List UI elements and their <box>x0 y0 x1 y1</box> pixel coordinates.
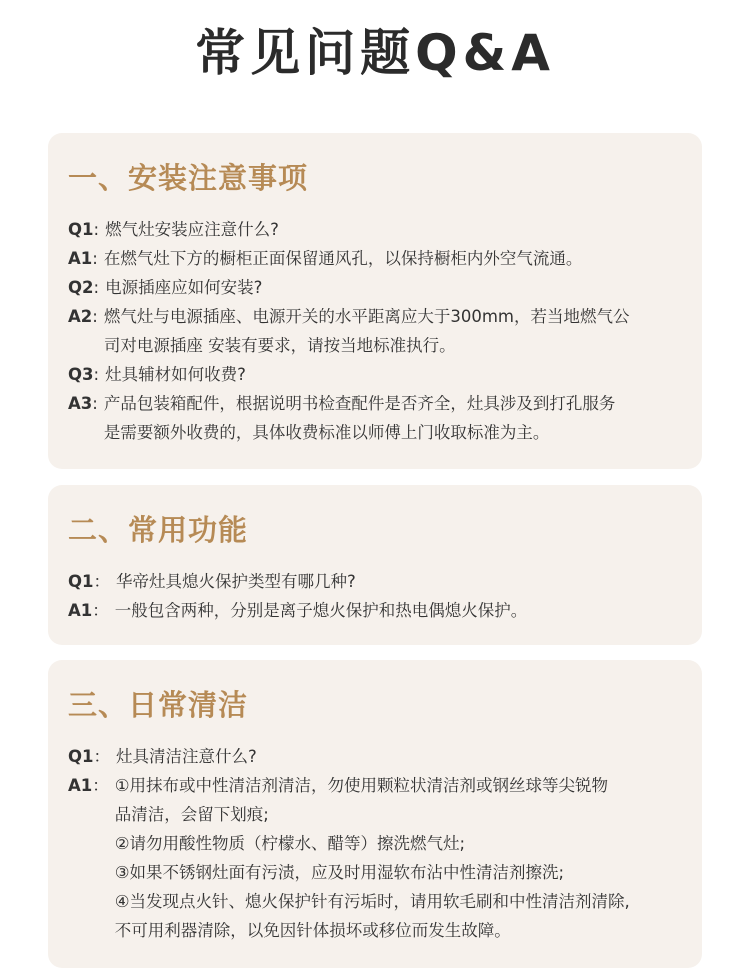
qa-text <box>104 389 682 447</box>
qa-text <box>105 360 682 389</box>
answer-row <box>68 771 682 945</box>
qa-line: 在燃气灶下方的橱柜正面保留通风孔，以保持橱柜内外空气流通。 <box>103 249 583 268</box>
qa-separator: ： <box>93 747 111 766</box>
section-common-functions <box>48 485 702 645</box>
qa-line: 灶具清洁注意什么? <box>116 747 257 766</box>
qa-line: 司对电源插座 安装有要求，请按当地标准执行。 <box>103 336 456 355</box>
qa-line: 华帝灶具熄火保护类型有哪几种? <box>116 572 356 591</box>
qa-key: Q1 <box>68 572 94 591</box>
qa-separator: : <box>92 394 98 413</box>
qa-line: ①用抹布或中性清洁剂清洁，勿使用颗粒状清洁剂或钢丝球等尖锐物 <box>114 776 609 795</box>
qa-line: 品清洁，会留下划痕; <box>114 805 269 824</box>
answer-row <box>68 244 682 273</box>
qa-text <box>104 244 682 273</box>
question-row <box>68 215 682 244</box>
answer-row <box>68 596 682 625</box>
qa-text <box>105 215 682 244</box>
question-row <box>68 742 682 771</box>
qa-separator: : <box>92 307 98 326</box>
qa-separator: ： <box>93 572 111 591</box>
qa-line: ④当发现点火针、熄火保护针有污垢时，请用软毛刷和中性清洁剂清除, <box>114 892 630 911</box>
qa-separator: : <box>93 220 100 239</box>
section-heading: 一、安装注意事项 <box>68 161 309 195</box>
qa-text <box>104 302 682 360</box>
qa-separator: : <box>93 365 100 384</box>
page-title: 常见问题Q&A <box>195 24 555 82</box>
qa-line: 电源插座应如何安装? <box>105 278 263 297</box>
qa-line: ③如果不锈钢灶面有污渍，应及时用湿软布沾中性清洁剂擦洗; <box>114 863 565 882</box>
qa-key: A2 <box>68 307 93 326</box>
qa-key: A1 <box>68 249 93 268</box>
answer-row <box>68 389 682 447</box>
qa-key: A3 <box>68 394 93 413</box>
qa-line: 不可用利器清除，以免因针体损坏或移位而发生故障。 <box>114 921 511 940</box>
qa-line: 灶具辅材如何收费? <box>105 365 246 384</box>
section-installation <box>48 133 702 469</box>
section-heading: 二、常用功能 <box>68 513 249 547</box>
qa-text <box>116 567 682 596</box>
qa-key: A1 <box>68 601 93 620</box>
qa-key: A1 <box>68 776 93 795</box>
qa-text <box>105 273 682 302</box>
qa-key: Q1 <box>68 747 94 766</box>
qa-line: 是需要额外收费的，具体收费标准以师傅上门收取标准为主。 <box>103 423 550 442</box>
qa-text <box>115 771 682 945</box>
qa-key: Q3 <box>68 365 94 384</box>
answer-row <box>68 302 682 360</box>
qa-text <box>116 742 682 771</box>
qa-text <box>115 596 682 625</box>
section-heading: 三、日常清洁 <box>68 688 249 722</box>
qa-line: ②请勿用酸性物质（柠檬水、醋等）擦洗燃气灶; <box>114 834 466 853</box>
qa-line: 燃气灶与电源插座、电源开关的水平距离应大于300mm，若当地燃气公 <box>103 307 630 326</box>
question-row <box>68 360 682 389</box>
qa-line: 燃气灶安装应注意什么? <box>105 220 279 239</box>
question-row <box>68 567 682 596</box>
qa-separator: ： <box>92 776 109 795</box>
qa-key: Q1 <box>68 220 94 239</box>
qa-separator: : <box>92 249 98 268</box>
qa-separator: ： <box>92 601 109 620</box>
qa-key: Q2 <box>68 278 94 297</box>
qa-line: 一般包含两种，分别是离子熄火保护和热电偶熄火保护。 <box>114 601 528 620</box>
section-daily-cleaning <box>48 660 702 968</box>
qa-separator: : <box>93 278 100 297</box>
qa-line: 产品包装箱配件，根据说明书检查配件是否齐全，灶具涉及到打孔服务 <box>103 394 616 413</box>
question-row <box>68 273 682 302</box>
